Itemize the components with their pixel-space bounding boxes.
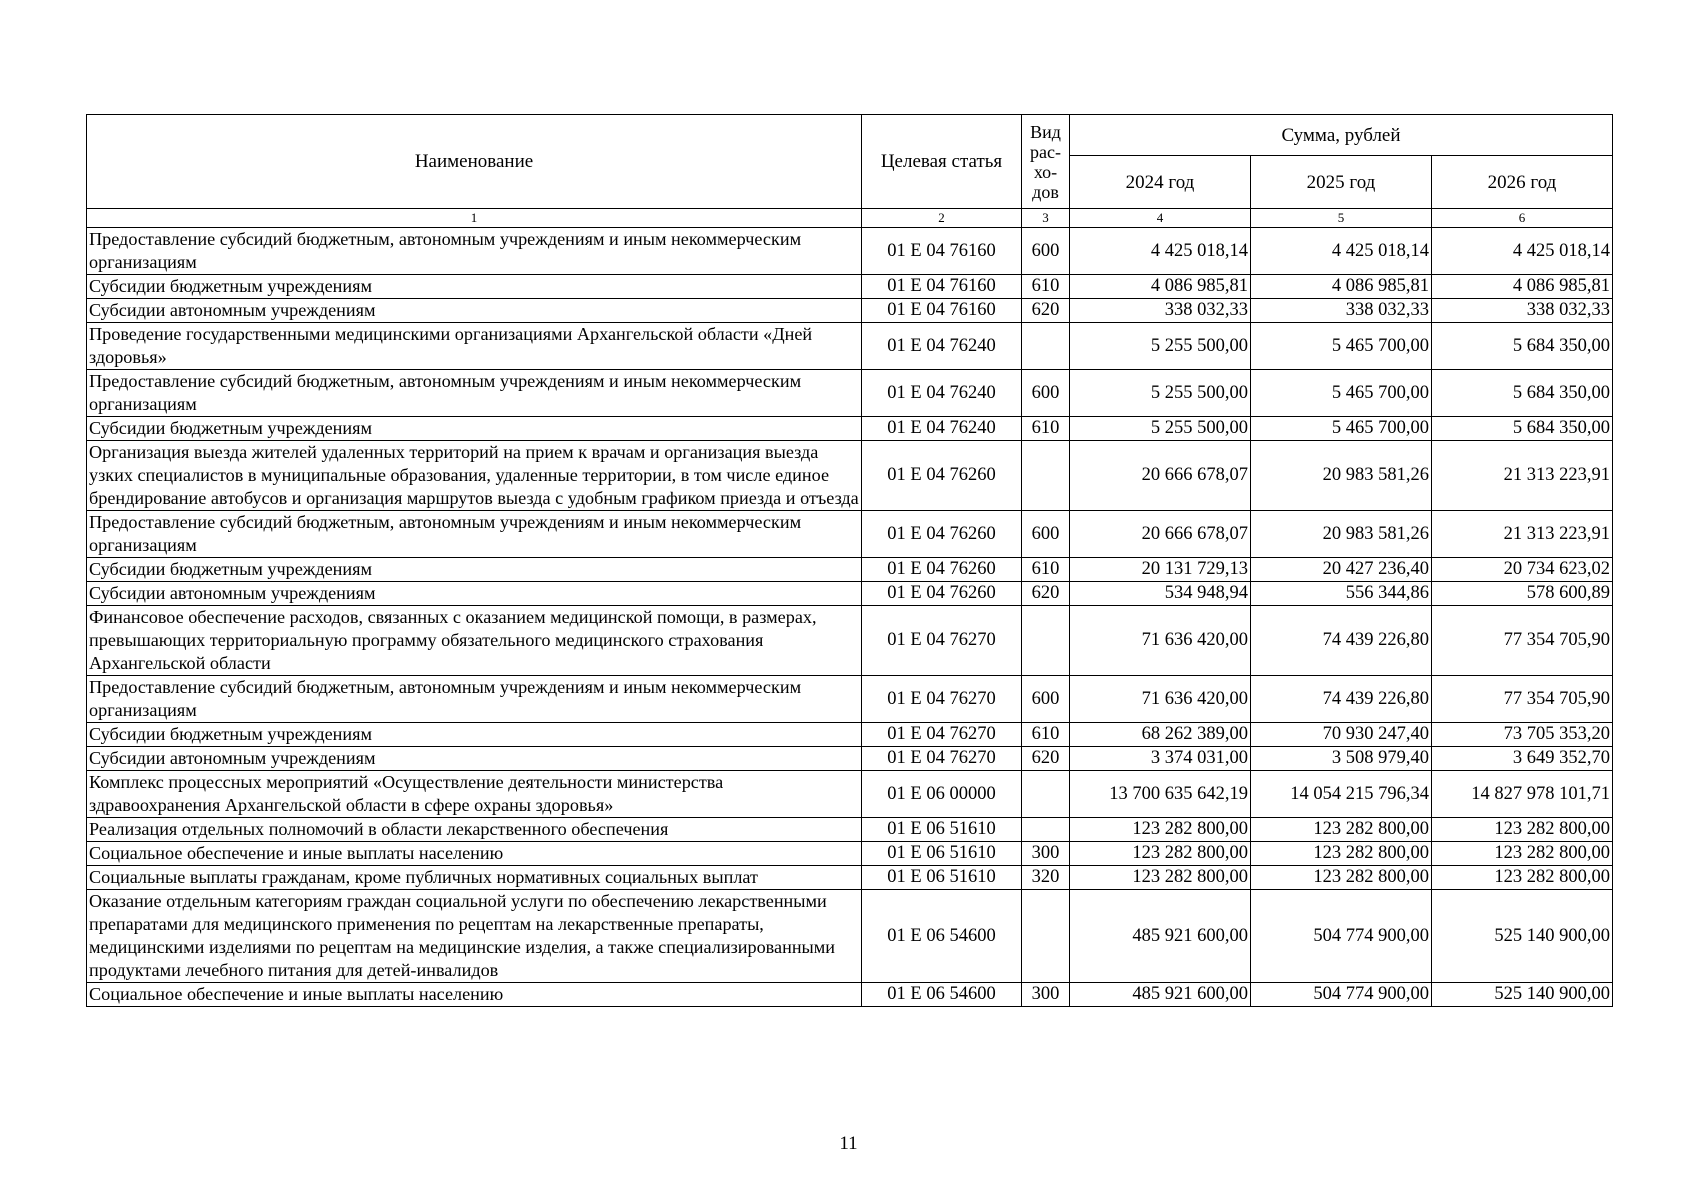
row-amount-2024: 4 086 985,81 <box>1070 275 1251 299</box>
row-amount-2024: 534 948,94 <box>1070 582 1251 606</box>
row-amount-2024: 13 700 635 642,19 <box>1070 771 1251 818</box>
row-amount-2026: 123 282 800,00 <box>1432 818 1613 842</box>
row-name: Субсидии автономным учреждениям <box>87 582 862 606</box>
column-number: 2 <box>862 209 1022 228</box>
row-amount-2026: 77 354 705,90 <box>1432 606 1613 676</box>
row-amount-2024: 20 666 678,07 <box>1070 441 1251 511</box>
row-amount-2026: 77 354 705,90 <box>1432 676 1613 723</box>
row-target-article: 01 Е 06 54600 <box>862 890 1022 983</box>
row-amount-2024: 338 032,33 <box>1070 299 1251 323</box>
row-expense-type: 610 <box>1022 558 1070 582</box>
table-row <box>87 842 1613 866</box>
row-target-article: 01 Е 06 00000 <box>862 771 1022 818</box>
table-row <box>87 228 1613 275</box>
row-name: Предоставление субсидий бюджетным, автономным учреждениям и иным некоммерческим организациям <box>87 370 862 417</box>
row-target-article: 01 Е 04 76260 <box>862 441 1022 511</box>
table-row <box>87 558 1613 582</box>
row-name: Предоставление субсидий бюджетным, автономным учреждениям и иным некоммерческим организациям <box>87 511 862 558</box>
row-amount-2024: 3 374 031,00 <box>1070 747 1251 771</box>
row-target-article: 01 Е 06 54600 <box>862 983 1022 1007</box>
row-amount-2025: 4 086 985,81 <box>1251 275 1432 299</box>
row-expense-type <box>1022 890 1070 983</box>
row-name: Социальное обеспечение и иные выплаты населению <box>87 983 862 1007</box>
row-amount-2024: 485 921 600,00 <box>1070 890 1251 983</box>
column-number: 1 <box>87 209 862 228</box>
row-amount-2026: 525 140 900,00 <box>1432 983 1613 1007</box>
row-amount-2024: 5 255 500,00 <box>1070 417 1251 441</box>
row-amount-2024: 123 282 800,00 <box>1070 818 1251 842</box>
row-amount-2025: 123 282 800,00 <box>1251 842 1432 866</box>
row-amount-2026: 20 734 623,02 <box>1432 558 1613 582</box>
header-year-2024: 2024 год <box>1070 156 1251 209</box>
table-row <box>87 866 1613 890</box>
row-expense-type: 620 <box>1022 299 1070 323</box>
column-number: 3 <box>1022 209 1070 228</box>
table-row <box>87 370 1613 417</box>
row-amount-2024: 20 131 729,13 <box>1070 558 1251 582</box>
row-expense-type: 600 <box>1022 676 1070 723</box>
row-expense-type <box>1022 441 1070 511</box>
row-amount-2025: 5 465 700,00 <box>1251 417 1432 441</box>
table-row <box>87 441 1613 511</box>
table-row <box>87 723 1613 747</box>
header-year-2026: 2026 год <box>1432 156 1613 209</box>
row-target-article: 01 Е 04 76270 <box>862 723 1022 747</box>
row-amount-2025: 20 983 581,26 <box>1251 441 1432 511</box>
row-amount-2026: 21 313 223,91 <box>1432 441 1613 511</box>
row-amount-2024: 71 636 420,00 <box>1070 606 1251 676</box>
row-amount-2025: 504 774 900,00 <box>1251 983 1432 1007</box>
row-target-article: 01 Е 04 76240 <box>862 323 1022 370</box>
row-target-article: 01 Е 04 76160 <box>862 228 1022 275</box>
row-target-article: 01 Е 06 51610 <box>862 842 1022 866</box>
row-amount-2025: 70 930 247,40 <box>1251 723 1432 747</box>
table-row <box>87 417 1613 441</box>
row-amount-2024: 4 425 018,14 <box>1070 228 1251 275</box>
row-target-article: 01 Е 04 76240 <box>862 370 1022 417</box>
row-amount-2025: 504 774 900,00 <box>1251 890 1432 983</box>
table-body <box>87 228 1613 1007</box>
row-amount-2026: 338 032,33 <box>1432 299 1613 323</box>
row-amount-2025: 14 054 215 796,34 <box>1251 771 1432 818</box>
row-amount-2024: 5 255 500,00 <box>1070 370 1251 417</box>
row-name: Проведение государственными медицинскими организациями Архангельской области «Дней здоровья» <box>87 323 862 370</box>
row-amount-2026: 525 140 900,00 <box>1432 890 1613 983</box>
header-expense-type-line: рас- <box>1030 141 1061 162</box>
row-amount-2025: 556 344,86 <box>1251 582 1432 606</box>
row-expense-type: 320 <box>1022 866 1070 890</box>
header-name: Наименование <box>87 115 862 209</box>
row-amount-2024: 68 262 389,00 <box>1070 723 1251 747</box>
row-name: Комплекс процессных мероприятий «Осуществление деятельности министерства здравоохранения Архангельской области в сфере охраны здоровья» <box>87 771 862 818</box>
row-amount-2026: 3 649 352,70 <box>1432 747 1613 771</box>
row-target-article: 01 Е 04 76160 <box>862 275 1022 299</box>
row-amount-2025: 3 508 979,40 <box>1251 747 1432 771</box>
row-amount-2025: 20 983 581,26 <box>1251 511 1432 558</box>
row-name: Социальное обеспечение и иные выплаты населению <box>87 842 862 866</box>
table-header <box>87 115 1613 228</box>
row-amount-2026: 123 282 800,00 <box>1432 866 1613 890</box>
row-name: Финансовое обеспечение расходов, связанных с оказанием медицинской помощи, в размерах, превышающих территориальную программу обязательного медицинского страхования Архангельской области <box>87 606 862 676</box>
table-row <box>87 582 1613 606</box>
row-name: Оказание отдельным категориям граждан социальной услуги по обеспечению лекарственными препаратами для медицинского применения по рецептам на лекарственные препараты, медицинскими изделиями по рецептам на медицинские изделия, а также специализированными продуктами лечебного питания для детей-инвалидов <box>87 890 862 983</box>
row-expense-type: 300 <box>1022 842 1070 866</box>
row-amount-2024: 5 255 500,00 <box>1070 323 1251 370</box>
table-row <box>87 511 1613 558</box>
row-expense-type <box>1022 323 1070 370</box>
row-name: Реализация отдельных полномочий в области лекарственного обеспечения <box>87 818 862 842</box>
row-expense-type <box>1022 771 1070 818</box>
header-target-article: Целевая статья <box>862 115 1022 209</box>
row-expense-type: 610 <box>1022 723 1070 747</box>
row-expense-type: 600 <box>1022 370 1070 417</box>
row-amount-2026: 73 705 353,20 <box>1432 723 1613 747</box>
row-amount-2026: 123 282 800,00 <box>1432 842 1613 866</box>
table-row <box>87 747 1613 771</box>
table-row <box>87 275 1613 299</box>
row-name: Субсидии бюджетным учреждениям <box>87 723 862 747</box>
row-amount-2024: 123 282 800,00 <box>1070 842 1251 866</box>
row-amount-2024: 20 666 678,07 <box>1070 511 1251 558</box>
row-expense-type: 620 <box>1022 747 1070 771</box>
row-amount-2025: 20 427 236,40 <box>1251 558 1432 582</box>
header-expense-type-line: дов <box>1032 181 1059 202</box>
row-expense-type: 610 <box>1022 275 1070 299</box>
table-row <box>87 890 1613 983</box>
row-target-article: 01 Е 04 76240 <box>862 417 1022 441</box>
table-row <box>87 983 1613 1007</box>
table-row <box>87 606 1613 676</box>
row-name: Организация выезда жителей удаленных территорий на прием к врачам и организация выезда узких специалистов в муниципальные образования, удаленные территории, в том числе единое брендирование автобусов и организация маршрутов выезда с удобным графиком приезда и отъезда <box>87 441 862 511</box>
page-number: 11 <box>839 1133 858 1154</box>
row-amount-2026: 4 425 018,14 <box>1432 228 1613 275</box>
header-sum: Сумма, рублей <box>1070 115 1613 156</box>
row-target-article: 01 Е 06 51610 <box>862 866 1022 890</box>
row-amount-2024: 485 921 600,00 <box>1070 983 1251 1007</box>
row-amount-2025: 4 425 018,14 <box>1251 228 1432 275</box>
row-target-article: 01 Е 04 76270 <box>862 676 1022 723</box>
row-name: Субсидии бюджетным учреждениям <box>87 275 862 299</box>
row-name: Субсидии бюджетным учреждениям <box>87 417 862 441</box>
row-amount-2025: 5 465 700,00 <box>1251 323 1432 370</box>
column-number: 4 <box>1070 209 1251 228</box>
table-row <box>87 323 1613 370</box>
row-expense-type <box>1022 606 1070 676</box>
row-expense-type <box>1022 818 1070 842</box>
row-amount-2026: 578 600,89 <box>1432 582 1613 606</box>
row-amount-2025: 123 282 800,00 <box>1251 866 1432 890</box>
row-amount-2024: 71 636 420,00 <box>1070 676 1251 723</box>
row-amount-2025: 74 439 226,80 <box>1251 676 1432 723</box>
table-row <box>87 676 1613 723</box>
row-amount-2025: 123 282 800,00 <box>1251 818 1432 842</box>
row-expense-type: 300 <box>1022 983 1070 1007</box>
header-year-2025: 2025 год <box>1251 156 1432 209</box>
row-amount-2026: 14 827 978 101,71 <box>1432 771 1613 818</box>
row-target-article: 01 Е 04 76270 <box>862 747 1022 771</box>
row-target-article: 01 Е 04 76260 <box>862 511 1022 558</box>
row-name: Социальные выплаты гражданам, кроме публичных нормативных социальных выплат <box>87 866 862 890</box>
row-target-article: 01 Е 04 76260 <box>862 558 1022 582</box>
row-amount-2026: 5 684 350,00 <box>1432 370 1613 417</box>
row-expense-type: 620 <box>1022 582 1070 606</box>
row-name: Субсидии автономным учреждениям <box>87 299 862 323</box>
row-expense-type: 600 <box>1022 228 1070 275</box>
row-amount-2026: 5 684 350,00 <box>1432 417 1613 441</box>
row-expense-type: 600 <box>1022 511 1070 558</box>
table-row <box>87 299 1613 323</box>
row-target-article: 01 Е 06 51610 <box>862 818 1022 842</box>
row-name: Субсидии автономным учреждениям <box>87 747 862 771</box>
header-expense-type-line: хо- <box>1033 161 1058 182</box>
row-amount-2026: 5 684 350,00 <box>1432 323 1613 370</box>
row-amount-2026: 21 313 223,91 <box>1432 511 1613 558</box>
row-amount-2025: 338 032,33 <box>1251 299 1432 323</box>
header-expense-type-line: Вид <box>1030 121 1061 142</box>
row-target-article: 01 Е 04 76260 <box>862 582 1022 606</box>
row-amount-2025: 5 465 700,00 <box>1251 370 1432 417</box>
row-name: Субсидии бюджетным учреждениям <box>87 558 862 582</box>
row-amount-2024: 123 282 800,00 <box>1070 866 1251 890</box>
column-number: 6 <box>1432 209 1613 228</box>
row-expense-type: 610 <box>1022 417 1070 441</box>
row-name: Предоставление субсидий бюджетным, автономным учреждениям и иным некоммерческим организациям <box>87 228 862 275</box>
column-number-row <box>87 209 1613 228</box>
row-target-article: 01 Е 04 76160 <box>862 299 1022 323</box>
row-amount-2026: 4 086 985,81 <box>1432 275 1613 299</box>
table-row <box>87 818 1613 842</box>
header-expense-type <box>1022 115 1070 209</box>
row-name: Предоставление субсидий бюджетным, автономным учреждениям и иным некоммерческим организациям <box>87 676 862 723</box>
row-amount-2025: 74 439 226,80 <box>1251 606 1432 676</box>
row-target-article: 01 Е 04 76270 <box>862 606 1022 676</box>
budget-table <box>86 114 1613 1007</box>
table-row <box>87 771 1613 818</box>
column-number: 5 <box>1251 209 1432 228</box>
